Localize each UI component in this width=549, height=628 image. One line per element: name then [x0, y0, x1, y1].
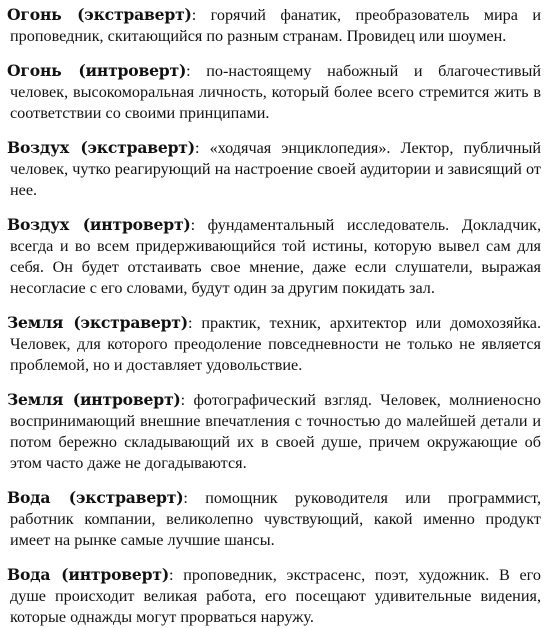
entry-text: : фотографический взгляд. Человек, молниеносно воспринимающий внешние впечатления с точностью до малейшей детали и потом бережно складывающий их в своей душе, причем окружающие об этом часто даже не догадываются.	[10, 391, 541, 472]
entry-term: Вода (интроверт)	[7, 565, 169, 584]
entry-air-extravert	[7, 137, 541, 201]
entry-term: Вода (экстраверт)	[7, 488, 184, 507]
entry-text: : по-настоящему набожный и благочестивый человек, высокоморальная личность, который более всего стремится жить в соответствии со своими принципами.	[10, 62, 541, 122]
entry-water-extravert	[7, 487, 541, 551]
entry-term: Воздух (интроверт)	[7, 215, 191, 234]
entry-text: : горячий фанатик, преобразователь мира и проповедник, скитающийся по разным странам. Провидец или шоумен.	[10, 6, 541, 45]
entry-text: : проповедник, экстрасенс, поэт, художник. В его душе происходит великая работа, его посещают удивительные видения, которые однажды могут прорваться наружу.	[10, 566, 541, 626]
entry-air-introvert	[7, 214, 542, 299]
entry-term: Огонь (интроверт)	[7, 61, 187, 80]
entry-text: : помощник руководителя или программист, работник компании, великолепно чувствующий, какой именно продукт имеет на рынке самые лучшие шансы.	[10, 489, 541, 549]
entry-term: Огонь (экстраверт)	[7, 5, 192, 24]
entry-term: Земля (экстраверт)	[7, 313, 188, 332]
entry-text: : фундаментальный исследователь. Докладчик, всегда и во всем придерживающийся той истины, которую вывел сам для себя. Он будет отстаивать свое мнение, даже если слушатели, выражая несогласие с его словами, будут один за другим покидать зал.	[10, 216, 542, 297]
entry-term: Воздух (экстраверт)	[7, 138, 195, 157]
entry-water-introvert	[7, 564, 541, 628]
entry-earth-introvert	[7, 389, 541, 474]
entry-fire-introvert	[7, 60, 541, 124]
entry-term: Земля (интроверт)	[7, 390, 181, 409]
entry-fire-extravert	[7, 4, 541, 47]
entry-text: : «ходячая энциклопедия». Лектор, публичный человек, чутко реагирующий на настроение своей аудитории и зависящий от нее.	[10, 139, 541, 199]
entry-text: : практик, техник, архитектор или домохозяйка. Человек, для которого преодоление повседневности не только не является проблемой, но и доставляет удовольствие.	[10, 314, 542, 374]
entry-earth-extravert	[7, 312, 542, 376]
